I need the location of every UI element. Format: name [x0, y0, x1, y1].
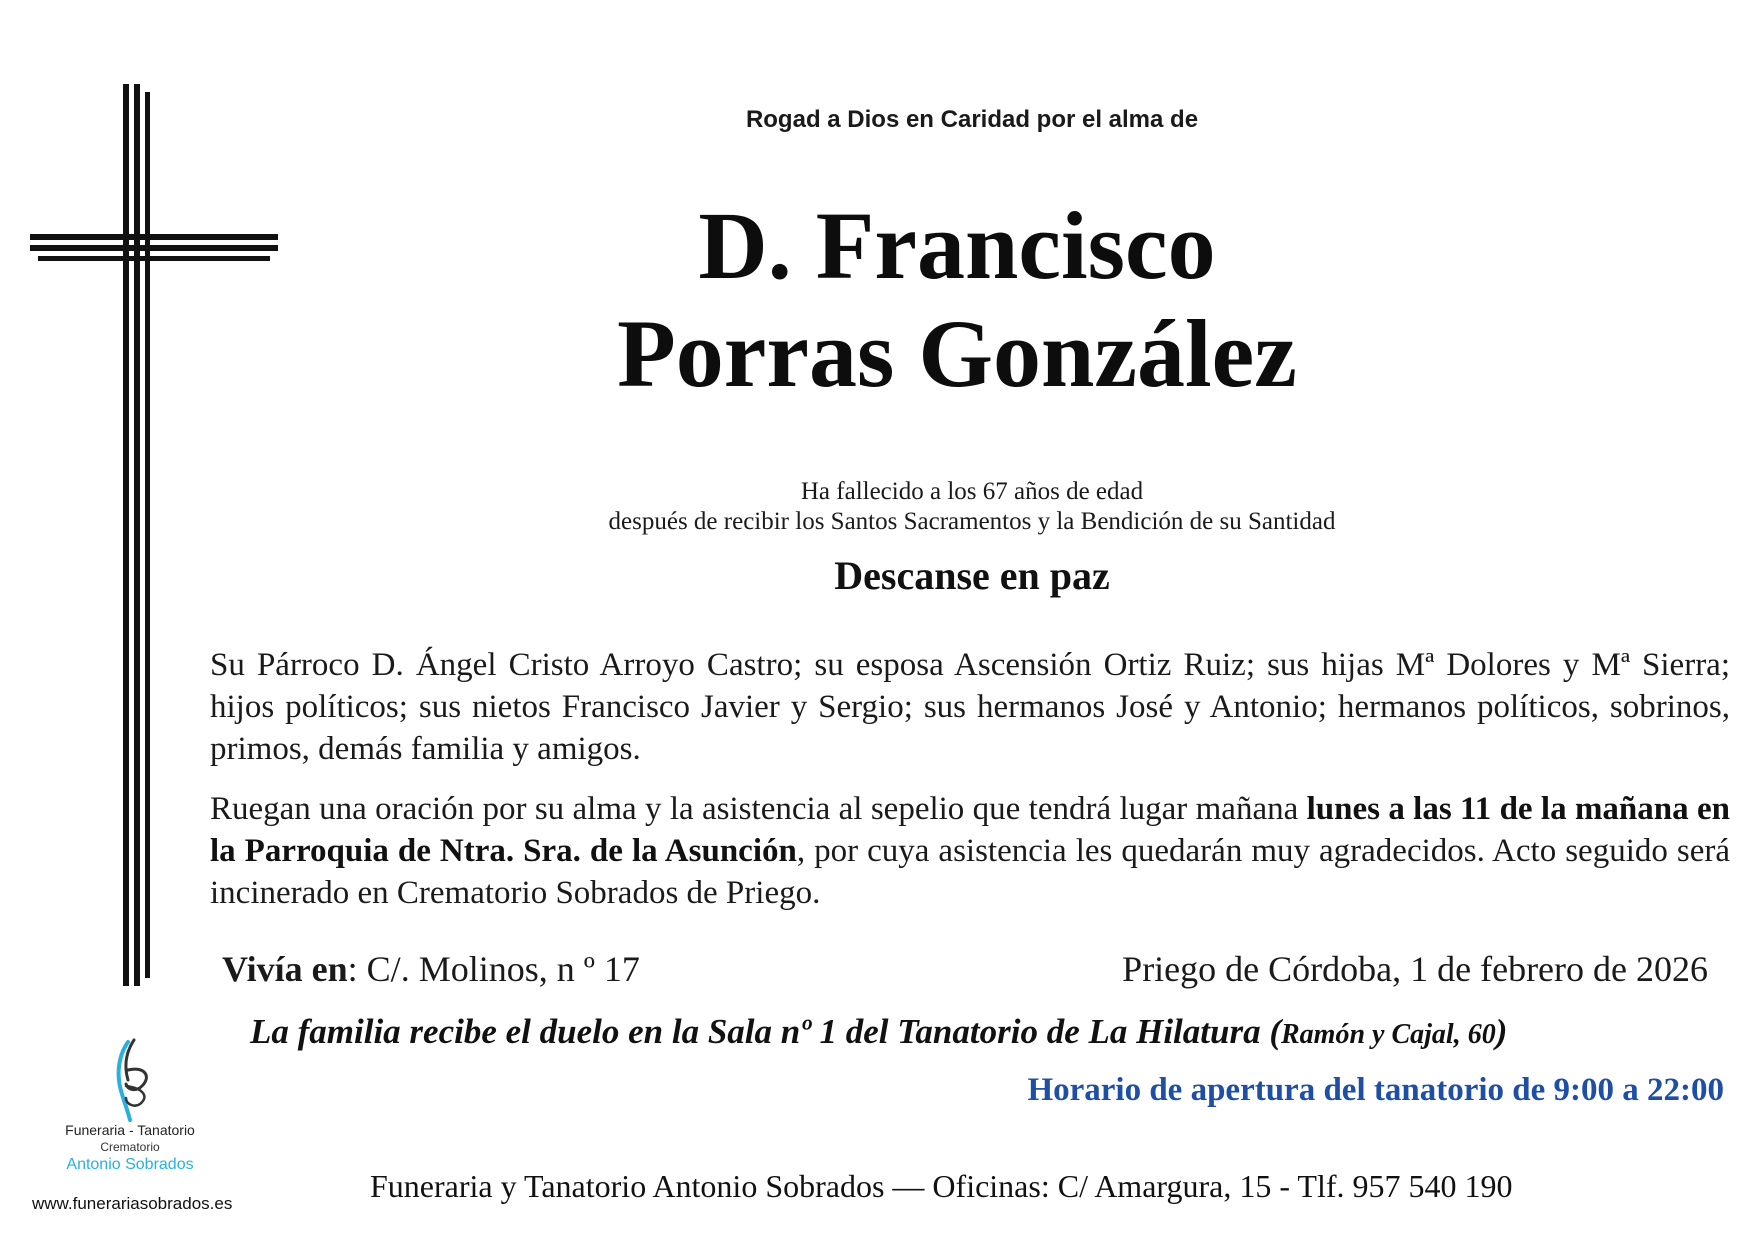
place-date: Priego de Córdoba, 1 de febrero de 2026 — [1122, 949, 1708, 989]
funeral-home-logo-icon — [92, 1036, 172, 1122]
sacraments-line: después de recibir los Santos Sacramentos y la Bendición de su Santidad — [608, 508, 1336, 535]
logo-text-line2: Crematorio — [100, 1140, 160, 1154]
invocation-text: Rogad a Dios en Caridad por el alma de — [745, 106, 1199, 133]
residence-label: Vivía en — [222, 949, 348, 989]
opening-hours: Horario de apertura del tanatorio de 9:00 a 22:00 — [1027, 1072, 1724, 1108]
service-text-after: , por cuya asistencia les quedarán muy agradecidos. Acto seguido será incinerado en Crematorio Sobrados de Priego. — [210, 833, 1731, 911]
footer-contact: Funeraria y Tanatorio Antonio Sobrados — Oficinas: C/ Amargura, 15 - Tlf. 957 540 190 — [370, 1168, 1513, 1204]
website-link[interactable]: www.funerariasobrados.es — [32, 1194, 233, 1213]
wake-close: ) — [1495, 1012, 1508, 1051]
service-time-place: lunes a las 11 de la mañana en la Parroquia de Ntra. Sra. de la Asunción — [210, 791, 1730, 869]
rest-in-peace: Descanse en paz — [834, 553, 1110, 598]
funeral-home-logo — [30, 1036, 230, 1186]
mourners-paragraph: Su Párroco D. Ángel Cristo Arroyo Castro; su esposa Ascensión Ortiz Ruiz; sus hijas Mª Dolores y Mª Sierra; hijos políticos; sus nietos Francisco Javier y Sergio; sus hermanos José y Antonio; hermanos políticos, sobrinos, primos, demás familia y amigos. — [210, 647, 1730, 767]
deceased-name-line1: D. Francisco — [698, 192, 1216, 299]
residence — [222, 948, 640, 990]
service-paragraph — [210, 788, 1730, 914]
deceased-name-line2: Porras González — [617, 300, 1297, 407]
logo-text-line3: Antonio Sobrados — [66, 1156, 194, 1173]
wake-address: Ramón y Cajal, 60 — [1281, 1019, 1496, 1050]
wake-info — [250, 1012, 1507, 1052]
age-line: Ha fallecido a los 67 años de edad — [800, 478, 1144, 505]
service-text-before: Ruegan una oración por su alma y la asistencia al sepelio que tendrá lugar mañana — [210, 791, 1307, 827]
residence-value: : C/. Molinos, n º 17 — [347, 949, 640, 989]
wake-main: La familia recibe el duelo en la Sala nº 1 del Tanatorio de La Hilatura ( — [250, 1012, 1281, 1051]
logo-text-line1: Funeraria - Tanatorio — [65, 1122, 195, 1138]
